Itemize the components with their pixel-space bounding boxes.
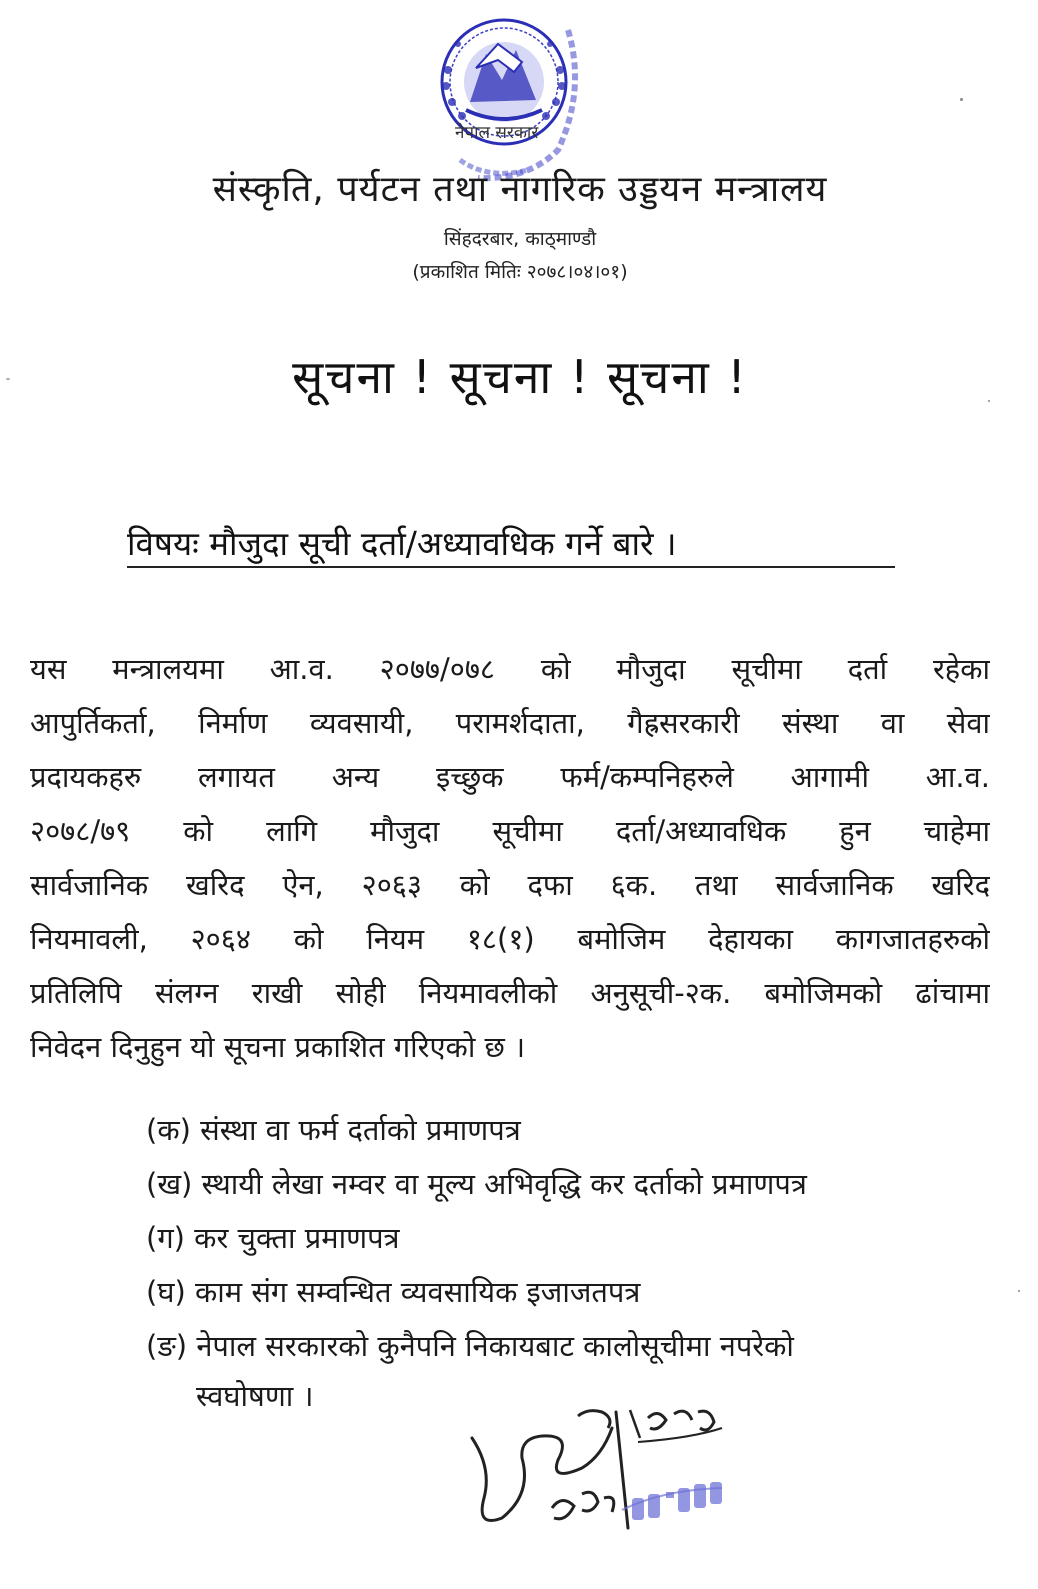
body-line: यस मन्त्रालयमा आ.व. २०७७/०७८ को मौजुदा सूचीमा दर्ता रहेका: [30, 652, 990, 686]
subject-underline: [127, 566, 895, 568]
scan-speck: [960, 98, 963, 101]
body-line: आपुर्तिकर्ता, निर्माण व्यवसायी, परामर्शदाता, गैह्रसरकारी संस्था वा सेवा: [30, 706, 990, 740]
requirement-item: (क) संस्था वा फर्म दर्ताको प्रमाणपत्र: [146, 1113, 521, 1147]
body-line: नियमावली, २०६४ को नियम १८(१) बमोजिम देहायका कागजातहरुको: [30, 922, 990, 956]
requirement-item: (घ) काम संग सम्वन्धित व्यवसायिक इजाजतपत्र: [146, 1275, 641, 1309]
scan-speck: [6, 378, 10, 380]
body-line: प्रतिलिपि संलग्न राखी सोही नियमावलीको अनुसूची-२क. बमोजिमको ढांचामा: [30, 976, 990, 1010]
body-line: २०७८/७९ को लागि मौजुदा सूचीमा दर्ता/अध्यावधिक हुन चाहेमा: [30, 814, 990, 848]
requirement-item: (ङ) नेपाल सरकारको कुनैपनि निकायबाट कालोसूचीमा नपरेको: [146, 1329, 794, 1363]
body-line: प्रदायकहरु लगायत अन्य इच्छुक फर्म/कम्पनिहरुले आगामी आ.व.: [30, 760, 990, 794]
ministry-seal: [418, 10, 598, 188]
requirement-item: (ख) स्थायी लेखा नम्वर वा मूल्य अभिवृद्धि कर दर्ताको प्रमाणपत्र: [146, 1167, 807, 1201]
signature: [462, 1398, 752, 1548]
ministry-name: संस्कृति, पर्यटन तथा नागरिक उड्डयन मन्त्रालय: [212, 169, 828, 210]
requirement-item: (ग) कर चुक्ता प्रमाणपत्र: [146, 1221, 400, 1255]
scan-speck: [1018, 1290, 1020, 1292]
government-line: नेपाल सरकार: [455, 123, 539, 143]
notice-subject: विषयः मौजुदा सूची दर्ता/अध्यावधिक गर्ने बारे ।: [127, 524, 677, 563]
body-line: निवेदन दिनुहुन यो सूचना प्रकाशित गरिएको छ ।: [30, 1030, 526, 1064]
body-line: सार्वजानिक खरिद ऐन, २०६३ को दफा ६क. तथा सार्वजानिक खरिद: [30, 868, 990, 902]
scan-speck: [988, 400, 990, 402]
publication-date: (प्रकाशित मितिः २०७८।०४।०१): [412, 261, 628, 283]
notice-heading: सूचना ! सूचना ! सूचना !: [292, 350, 748, 404]
ministry-address: सिंहदरबार, काठ्माण्डौ: [443, 228, 597, 250]
requirement-item-continuation: स्वघोषणा ।: [196, 1379, 314, 1413]
